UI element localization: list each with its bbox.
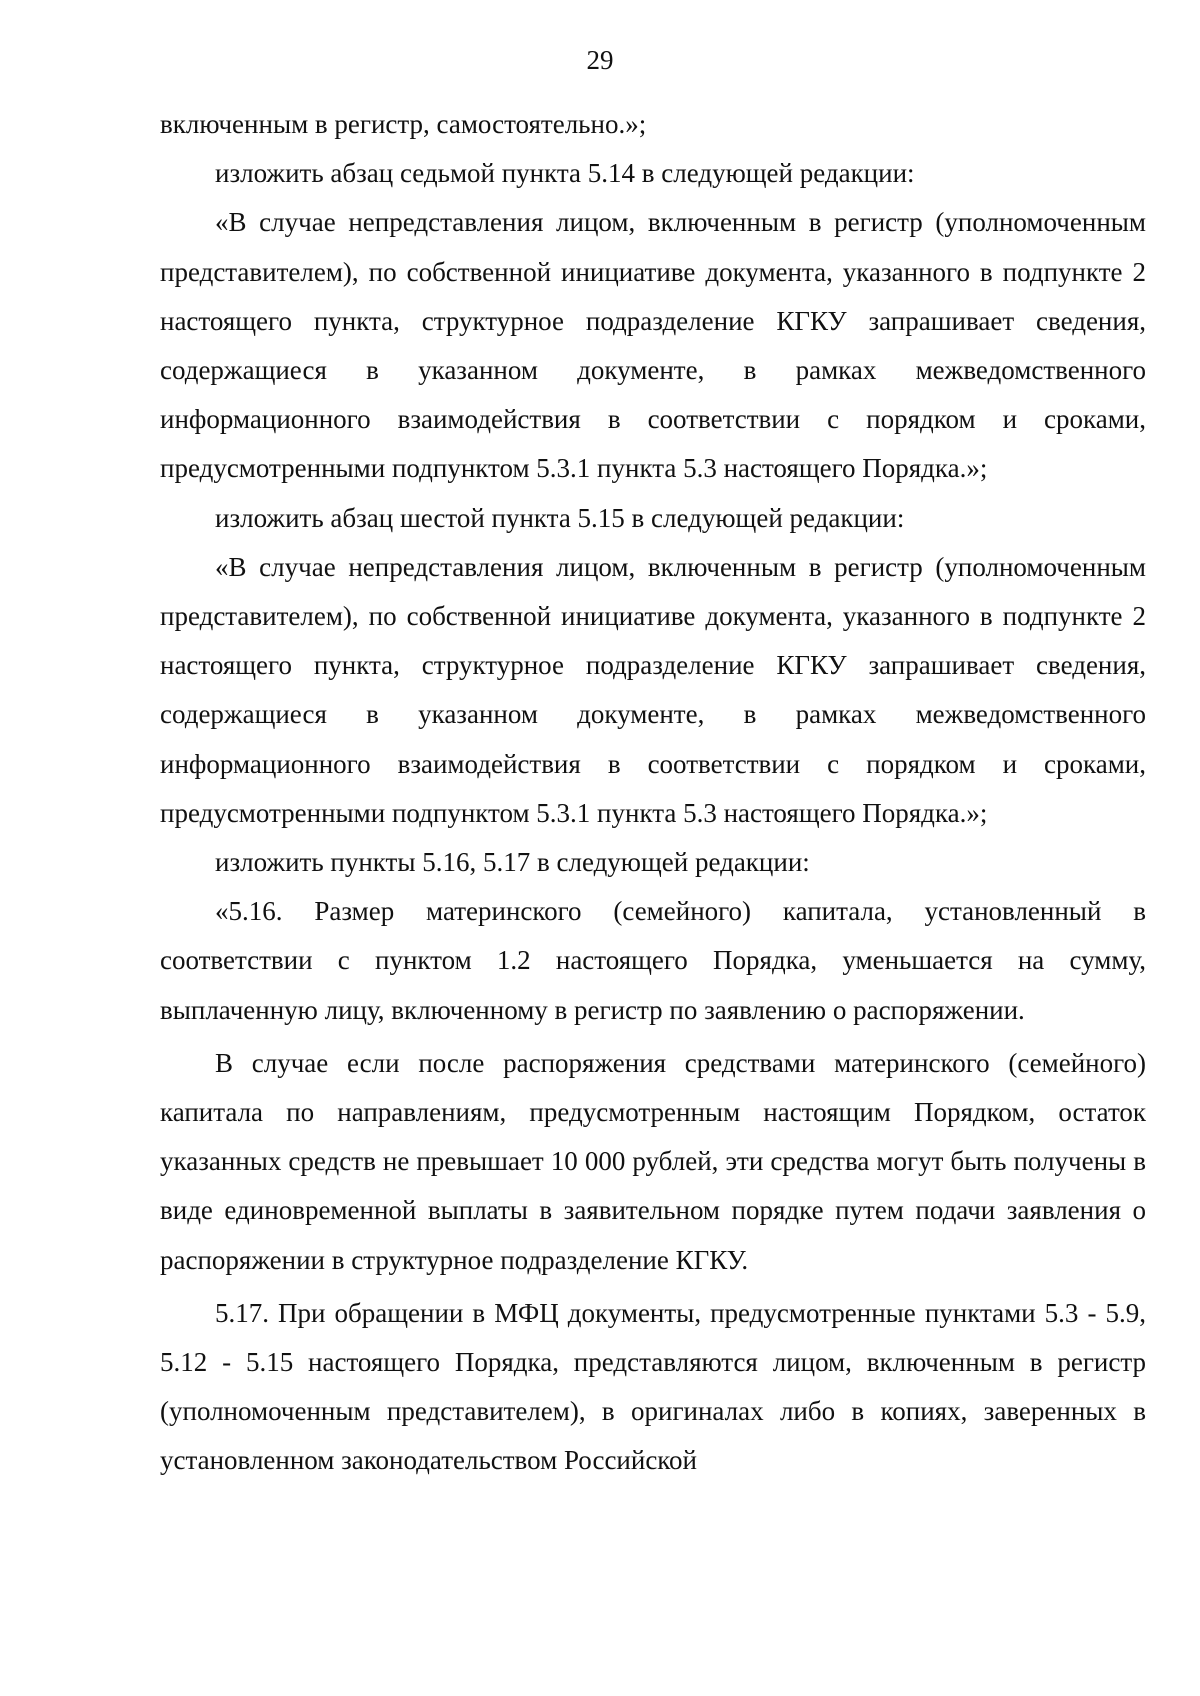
paragraph-item-5-16-remainder: В случае если после распоряжения средствами материнского (семейного) капитала по направлениям, предусмотренным настоящим Порядком, остаток указанных средств не превышает 10 000 рублей, эти средства могут быть получены в виде единовременной выплаты в заявительном порядке путем подачи заявления о распоряжении в структурное подразделение КГКУ. xyxy=(160,1047,1146,1275)
paragraph-item-5-17: 5.17. При обращении в МФЦ документы, предусмотренные пунктами 5.3 - 5.9, 5.12 - 5.15 настоящего Порядка, представляются лицом, включенным в регистр (уполномоченным представителем), в оригиналах либо в копиях, заверенных в установленном законодательством Российской xyxy=(160,1297,1146,1476)
document-body xyxy=(160,100,1146,1486)
paragraph-quote-5-15: «В случае непредставления лицом, включенным в регистр (уполномоченным представителем), по собственной инициативе документа, указанного в подпункте 2 настоящего пункта, структурное подразделение КГКУ запрашивает сведения, содержащиеся в указанном документе, в рамках межведомственного информационного взаимодействия в соответствии с порядком и сроками, предусмотренными подпунктом 5.3.1 пункта 5.3 настоящего Порядка.»; xyxy=(160,551,1146,828)
paragraph-item-5-16: «5.16. Размер материнского (семейного) капитала, установленный в соответствии с пунктом 1.2 настоящего Порядка, уменьшается на сумму, выплаченную лицу, включенному в регистр по заявлению о распоряжении. xyxy=(160,896,1146,1025)
paragraph-continuation: включенным в регистр, самостоятельно.»; xyxy=(160,109,647,139)
paragraph-instruction-5-14: изложить абзац седьмой пункта 5.14 в следующей редакции: xyxy=(215,158,915,189)
paragraph-instruction-5-16-5-17: изложить пункты 5.16, 5.17 в следующей редакции: xyxy=(215,847,810,878)
paragraph-instruction-5-15: изложить абзац шестой пункта 5.15 в следующей редакции: xyxy=(215,502,905,533)
page-number: 29 xyxy=(586,45,614,75)
paragraph-quote-5-14: «В случае непредставления лицом, включенным в регистр (уполномоченным представителем), по собственной инициативе документа, указанного в подпункте 2 настоящего пункта, структурное подразделение КГКУ запрашивает сведения, содержащиеся в указанном документе, в рамках межведомственного информационного взаимодействия в соответствии с порядком и сроками, предусмотренными подпунктом 5.3.1 пункта 5.3 настоящего Порядка.»; xyxy=(160,207,1146,484)
